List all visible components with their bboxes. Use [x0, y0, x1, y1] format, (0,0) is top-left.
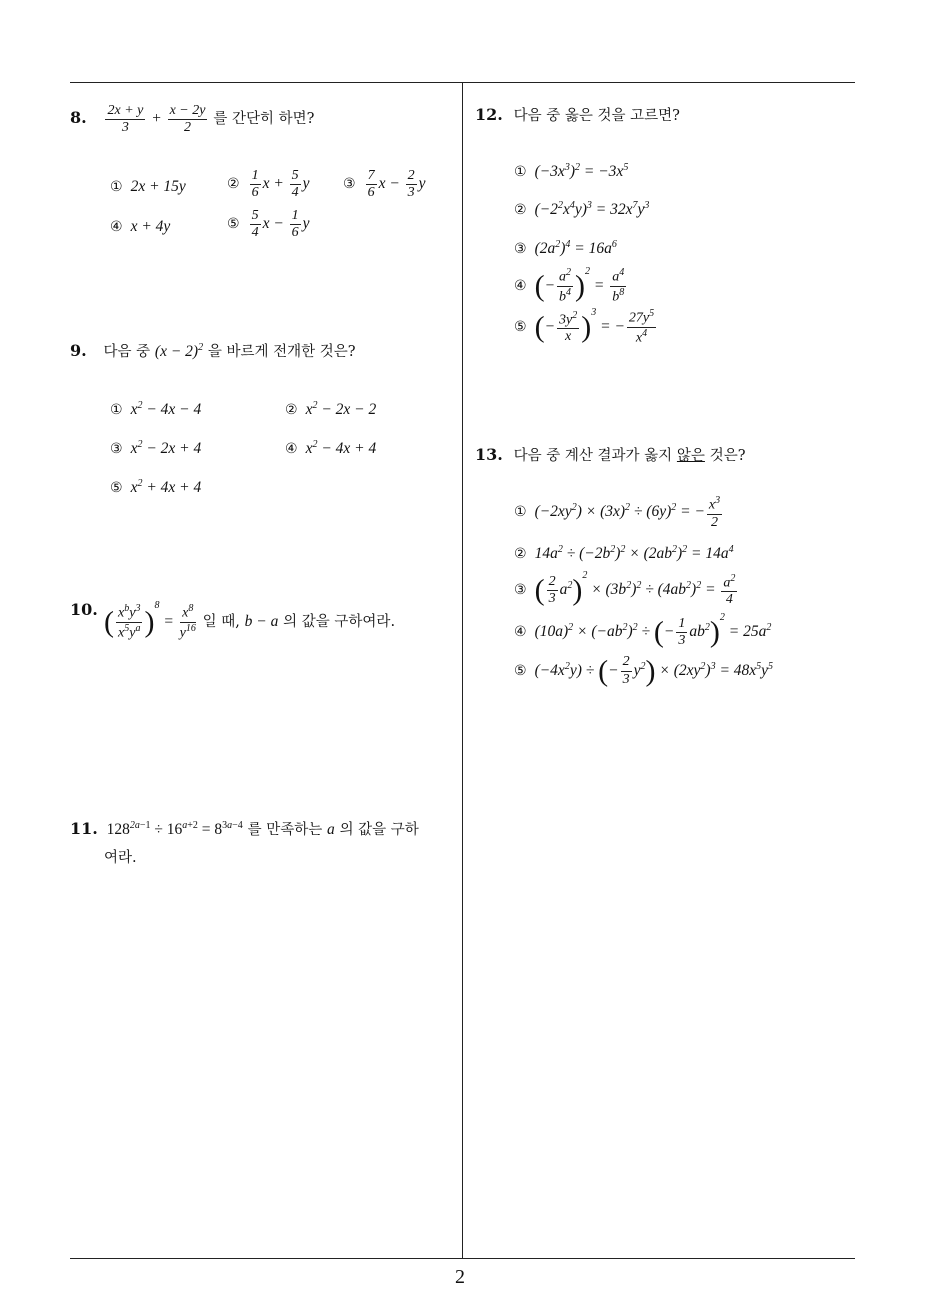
q13-option-2[interactable]: ② $14a^2 \div (-2b^2)^2 \times (2ab^2)^2 = 14a^4$: [514, 544, 734, 563]
question-10: [70, 600, 98, 619]
question-text: 를 만족하는: [247, 822, 323, 838]
q9-option-3[interactable]: ③ $x^2 - 2x + 4$: [110, 439, 202, 458]
q12-option-5[interactable]: ⑤ (− $\frac{3y^2}{x}$ )$^3$ = − $\frac{27y^5}{x^4}$: [514, 307, 655, 346]
q12-option-2[interactable]: ② $(-2^2x^4y)^3 = 32x^7y^3$: [514, 200, 650, 219]
column-divider: [462, 82, 463, 1259]
question-text: 다음 중 옳은 것을 고르면?: [513, 108, 680, 124]
q9-option-4[interactable]: ④ $x^2 - 4x + 4$: [285, 439, 377, 458]
bottom-rule: [70, 1258, 855, 1259]
q12-option-3[interactable]: ③ $(2a^2)^4 = 16a^6$: [514, 239, 617, 258]
question-number: 13.: [475, 445, 503, 464]
question-text: 일 때,: [202, 614, 240, 630]
q13-option-4[interactable]: ④ $(10a)^2 \times (-ab^2)^2$ ÷ (− $\frac{1}{3}$ $ab^2)^2 = 25a^2$: [514, 612, 772, 649]
q8-option-2[interactable]: ② $\frac{1}{6}$ x + $\frac{5}{4}$ y: [227, 168, 310, 201]
question-number: 12.: [475, 105, 503, 124]
question-13: [475, 444, 746, 465]
question-11: 11. $128^{2a-1} \div 16^{a+2} = 8^{3a-4}$ 를 만족하는 a 의 값을 구하: [70, 819, 419, 838]
q8-option-3[interactable]: ③ $\frac{7}{6}$ x − $\frac{2}{3}$ y: [343, 168, 426, 201]
q13-option-3[interactable]: ③ ( $\frac{2}{3}$ $a^2)^2 \times (3b^2)^2 \div (4ab^2)^2$ = $\frac{a^2}{4}$: [514, 570, 736, 608]
question-number: 8.: [70, 108, 87, 128]
q9-option-1[interactable]: ① $x^2 - 4x - 4$: [110, 400, 202, 419]
page-number: 2: [455, 1266, 465, 1288]
q8-option-5[interactable]: ⑤ $\frac{5}{4}$ x − $\frac{1}{6}$ y: [227, 208, 310, 241]
question-text: 를 간단히 하면?: [213, 111, 315, 128]
question-text: 의 값을 구하: [339, 822, 419, 838]
question-number: 10.: [70, 600, 98, 619]
question-text: 것은?: [709, 448, 746, 464]
q13-option-1[interactable]: ① $(-2xy^2) \times (3x)^2 \div (6y)^2$ = − $\frac{x^3}{2}$: [514, 495, 721, 530]
q9-option-5[interactable]: ⑤ $x^2 + 4x + 4$: [110, 478, 202, 497]
question-text: 다음 중: [103, 344, 151, 360]
question-12: [475, 104, 680, 125]
question-number: 11.: [70, 819, 98, 838]
q8-option-4[interactable]: ④ x + 4y: [110, 218, 171, 235]
question-text: 의 값을 구하여라.: [283, 614, 396, 630]
q13-option-5[interactable]: ⑤ $(-4x^2y)$ ÷ (− $\frac{2}{3}$ $y^2) \times (2xy^2)^3 = 48x^5y^5$: [514, 654, 774, 687]
question-8: 8. $\frac{2x + y}{3}$ + $\frac{x - 2y}{2}$ 를 간단히 하면?: [70, 103, 315, 136]
question-text: 다음 중 계산 결과가 옳지: [513, 448, 673, 464]
question-text: 여라.: [104, 850, 137, 866]
question-10-body: ( $\frac{x^by^3}{x^5y^a}$ )$^8$ = $\frac{x^8}{y^{16}}$ 일 때, b − a 의 값을 구하여라.: [104, 600, 396, 641]
q12-option-1[interactable]: ① $(-3x^3)^2 = -3x^5$: [514, 162, 629, 181]
q8-option-1[interactable]: ① 2x + 15y: [110, 178, 186, 195]
q9-option-2[interactable]: ② $x^2 - 2x - 2$: [285, 400, 377, 419]
emphasis-text: 않은: [676, 448, 705, 464]
q12-option-4[interactable]: ④ (− $\frac{a^2}{b^4}$ )$^2$ = $\frac{a^4}{b^8}$: [514, 266, 625, 305]
question-9: 9. 다음 중 $(x - 2)^2$ 을 바르게 전개한 것은?: [70, 341, 356, 360]
question-number: 9.: [70, 341, 87, 360]
question-text: 을 바르게 전개한 것은?: [207, 344, 356, 360]
